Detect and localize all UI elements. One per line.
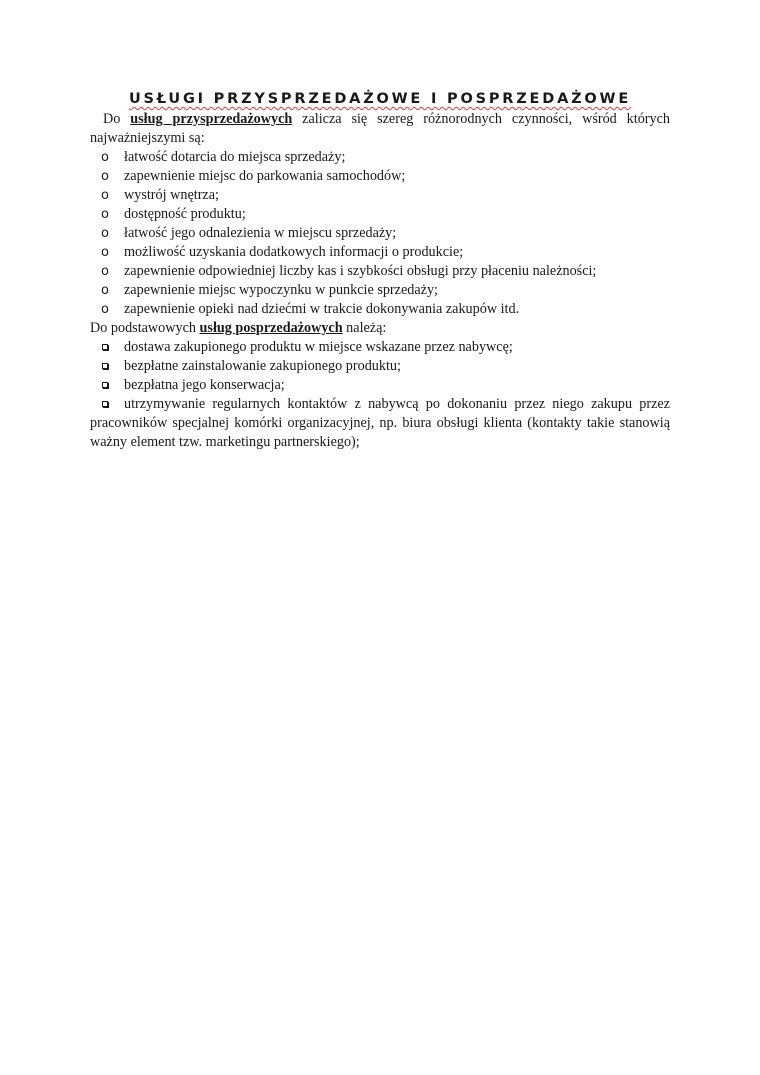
presale-services-list (90, 148, 670, 319)
list-item-text: dostępność produktu; (124, 206, 246, 222)
circle-bullet-icon: o (101, 264, 109, 279)
list-item (90, 243, 670, 262)
list-item (90, 376, 670, 395)
intro-postsale-prefix: Do podstawowych (90, 320, 200, 336)
square-bullet-icon (102, 401, 108, 407)
list-item-text: dostawa zakupionego produktu w miejsce wskazane przez nabywcę; (124, 339, 513, 355)
intro-paragraph-presale (90, 110, 670, 148)
circle-bullet-icon: o (101, 226, 109, 241)
list-item (90, 395, 670, 452)
circle-bullet-icon: o (101, 283, 109, 298)
circle-bullet-icon: o (101, 302, 109, 317)
intro-postsale-suffix: należą: (342, 320, 387, 336)
list-item (90, 186, 670, 205)
list-item (90, 338, 670, 357)
postsale-services-list (90, 338, 670, 452)
postsale-services-term: usług posprzedażowych (199, 320, 343, 336)
list-item-text: zapewnienie miejsc wypoczynku w punkcie sprzedaży; (124, 282, 438, 298)
circle-bullet-icon: o (101, 245, 109, 260)
square-bullet-icon (102, 344, 108, 350)
circle-bullet-icon: o (101, 207, 109, 222)
list-item-text: bezpłatne zainstalowanie zakupionego produktu; (124, 358, 401, 374)
list-item (90, 357, 670, 376)
list-item (90, 205, 670, 224)
intro-presale-prefix: Do (103, 111, 131, 127)
list-item-text: łatwość jego odnalezienia w miejscu sprzedaży; (124, 225, 397, 241)
list-item-text: wystrój wnętrza; (124, 187, 219, 203)
intro-presale-suffix: zalicza się szereg różnorodnych czynności, wśród których najważniejszymi są: (90, 111, 671, 146)
square-bullet-icon (102, 363, 108, 369)
list-item-text: zapewnienie opieki nad dziećmi w trakcie dokonywania zakupów itd. (124, 301, 520, 317)
circle-bullet-icon: o (101, 150, 109, 165)
list-item-text: utrzymywanie regularnych kontaktów z nabywcą po dokonaniu przez niego zakupu przez pracowników specjalnej komórki organizacyjnej, np. biura obsługi klienta (kontakty takie stanowią ważny element tzw. marketingu partnerskiego); (90, 396, 670, 450)
list-item-text: łatwość dotarcia do miejsca sprzedaży; (124, 149, 346, 165)
document-page (90, 89, 670, 452)
list-item-text: bezpłatna jego konserwacja; (124, 377, 285, 393)
list-item (90, 262, 670, 281)
list-item (90, 281, 670, 300)
list-item (90, 167, 670, 186)
list-item-text: zapewnienie odpowiedniej liczby kas i szybkości obsługi przy płaceniu należności; (124, 263, 597, 279)
document-title-text: USŁUGI PRZYSPRZEDAŻOWE I POSPRZEDAŻOWE (128, 91, 632, 107)
circle-bullet-icon: o (101, 169, 109, 184)
list-item (90, 148, 670, 167)
list-item (90, 224, 670, 243)
list-item (90, 300, 670, 319)
presale-services-term: usług przysprzedażowych (130, 111, 293, 127)
document-title (90, 89, 670, 110)
intro-paragraph-postsale (90, 319, 670, 338)
list-item-text: możliwość uzyskania dodatkowych informacji o produkcie; (124, 244, 464, 260)
list-item-text: zapewnienie miejsc do parkowania samochodów; (124, 168, 406, 184)
square-bullet-icon (102, 382, 108, 388)
circle-bullet-icon: o (101, 188, 109, 203)
